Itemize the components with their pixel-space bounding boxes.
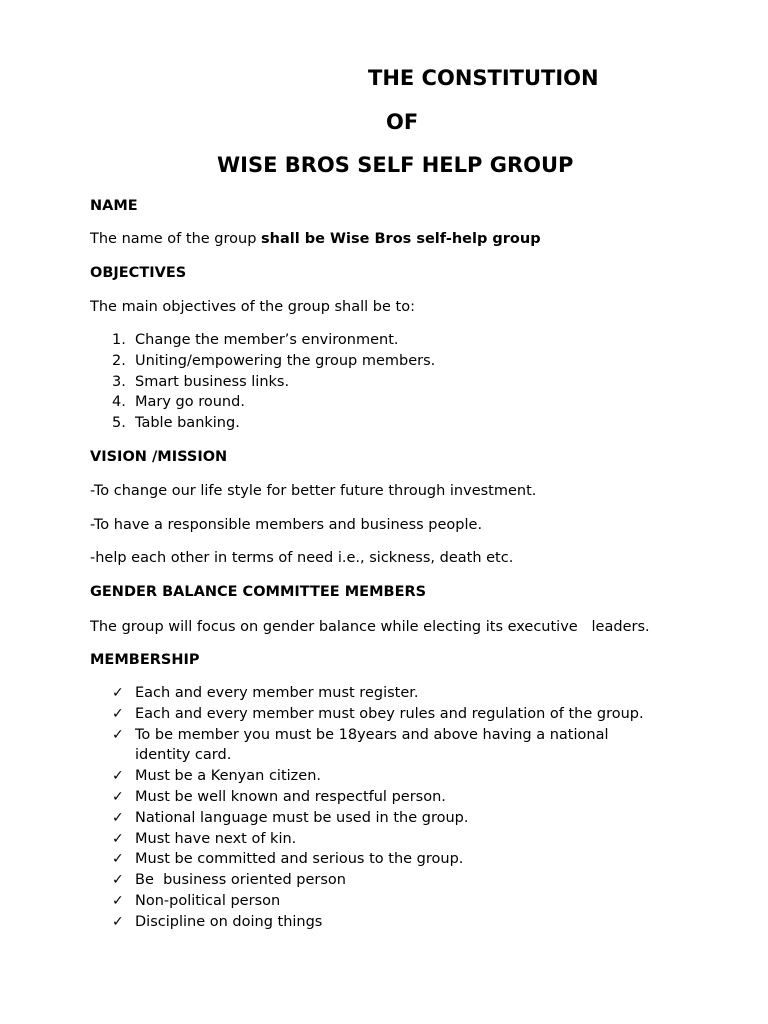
checkmark-icon: ✓ — [112, 788, 124, 805]
name-paragraph-bold: shall be Wise Bros self-help group — [261, 231, 541, 247]
membership-list — [0, 683, 644, 933]
list-item-text: Smart business links. — [135, 373, 290, 390]
list-item — [0, 372, 435, 393]
checkmark-icon: ✓ — [112, 872, 124, 889]
name-paragraph-plain: The name of the group — [90, 231, 262, 247]
list-number: 1. — [112, 332, 126, 348]
list-number: 4. — [112, 394, 126, 411]
section-heading-gender: GENDER BALANCE COMMITTEE MEMBERS — [90, 584, 427, 600]
list-item-text: Must be a Kenyan citizen. — [135, 768, 321, 785]
vision-line-3: -help each other in terms of need i.e., sickness, death etc. — [90, 550, 514, 566]
list-item — [0, 704, 644, 725]
list-item-text: Must have next of kin. — [135, 830, 297, 847]
list-item-text-continued: identity card. — [135, 747, 232, 764]
list-item-text: Table banking. — [135, 415, 240, 432]
list-item — [0, 829, 644, 850]
list-item-text: Be business oriented person — [135, 872, 346, 889]
list-item-text: Change the member’s environment. — [135, 332, 399, 348]
list-item — [0, 413, 435, 434]
objectives-list — [0, 330, 435, 434]
list-item — [0, 330, 435, 351]
list-number: 5. — [112, 415, 126, 432]
list-item-text: Discipline on doing things — [135, 913, 323, 930]
list-number: 3. — [112, 373, 126, 390]
checkmark-icon: ✓ — [112, 892, 124, 909]
list-item — [0, 870, 644, 891]
list-item — [0, 351, 435, 372]
list-item — [0, 808, 644, 829]
list-item — [0, 849, 644, 870]
document-title-line-2: OF — [386, 110, 419, 134]
name-paragraph — [90, 230, 541, 248]
list-item — [0, 725, 644, 767]
checkmark-icon: ✓ — [112, 830, 124, 847]
checkmark-icon: ✓ — [112, 726, 124, 743]
list-item-text: Each and every member must register. — [135, 685, 419, 701]
section-heading-vision: VISION /MISSION — [90, 449, 228, 465]
list-item-text: Must be committed and serious to the group. — [135, 851, 464, 868]
section-heading-name: NAME — [90, 198, 138, 214]
list-item-text: Mary go round. — [135, 394, 245, 411]
checkmark-icon: ✓ — [112, 685, 124, 701]
gender-paragraph: The group will focus on gender balance while electing its executive leaders. — [90, 619, 650, 635]
list-item-text: Non-political person — [135, 892, 281, 909]
checkmark-icon: ✓ — [112, 809, 124, 826]
document-title-line-3: WISE BROS SELF HELP GROUP — [217, 153, 574, 177]
vision-line-1: -To change our life style for better future through investment. — [90, 483, 537, 499]
section-heading-membership: MEMBERSHIP — [90, 652, 200, 668]
list-item — [0, 787, 644, 808]
checkmark-icon: ✓ — [112, 768, 124, 785]
list-item — [0, 891, 644, 912]
list-item-text: Must be well known and respectful person. — [135, 788, 446, 805]
list-number: 2. — [112, 352, 126, 369]
list-item-text: Each and every member must obey rules and regulation of the group. — [135, 705, 644, 722]
checkmark-icon: ✓ — [112, 705, 124, 722]
list-item-text: National language must be used in the group. — [135, 809, 469, 826]
vision-line-2: -To have a responsible members and business people. — [90, 517, 483, 533]
list-item — [0, 912, 644, 933]
list-item — [0, 766, 644, 787]
list-item — [0, 683, 644, 704]
checkmark-icon: ✓ — [112, 851, 124, 868]
list-item-text: To be member you must be 18years and above having a national — [135, 726, 609, 743]
list-item-text: Uniting/empowering the group members. — [135, 352, 436, 369]
document-title-line-1: THE CONSTITUTION — [368, 66, 599, 90]
checkmark-icon: ✓ — [112, 913, 124, 930]
section-heading-objectives: OBJECTIVES — [90, 265, 187, 281]
objectives-intro: The main objectives of the group shall be to: — [90, 299, 415, 315]
list-item — [0, 392, 435, 413]
